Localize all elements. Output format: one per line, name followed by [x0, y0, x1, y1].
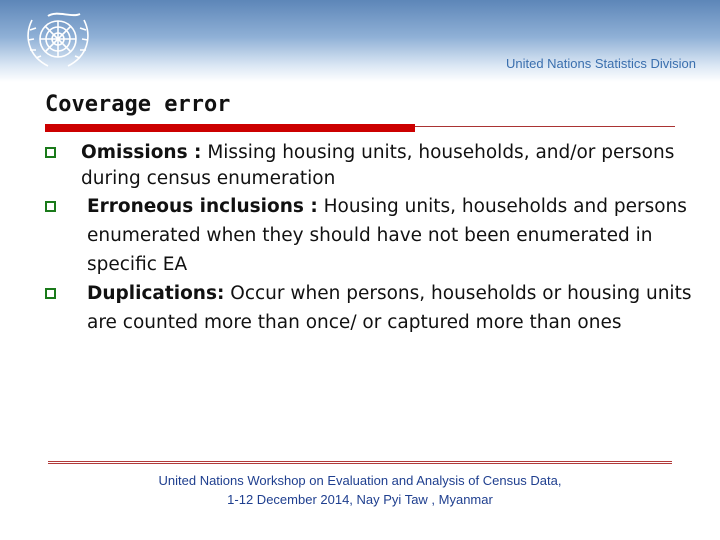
footer-text [0, 471, 720, 509]
bullet-term: Erroneous inclusions : [87, 196, 318, 217]
bullet-text: Occur when persons, households or housing units are counted more than once/ or captured more than ones [87, 283, 692, 333]
footer-divider [48, 461, 672, 464]
un-emblem-icon [18, 6, 98, 74]
bullet-term: Duplications: [87, 283, 225, 304]
checkbox-bullet-icon [45, 201, 56, 212]
checkbox-bullet-icon [45, 288, 56, 299]
header-banner [0, 0, 720, 82]
bullet-item-erroneous-inclusions [45, 192, 695, 279]
title-accent-bar [45, 124, 415, 132]
footer-line-date-location: 1-12 December 2014, Nay Pyi Taw , Myanmar [227, 492, 493, 507]
bullet-text: Housing units, households and persons enumerated when they should have not been enumerated in specific EA [87, 196, 687, 275]
bullet-list [45, 140, 695, 337]
bullet-text: Missing housing units, households, and/or persons during census enumeration [81, 142, 675, 189]
organization-name: United Nations Statistics Division [505, 56, 696, 71]
footer-line-workshop: United Nations Workshop on Evaluation and Analysis of Census Data, [158, 473, 562, 488]
slide-title: Coverage error [45, 92, 231, 117]
bullet-item-duplications [45, 279, 695, 337]
bullet-item-omissions [45, 140, 695, 192]
checkbox-bullet-icon [45, 147, 56, 158]
bullet-term: Omissions : [81, 142, 202, 163]
